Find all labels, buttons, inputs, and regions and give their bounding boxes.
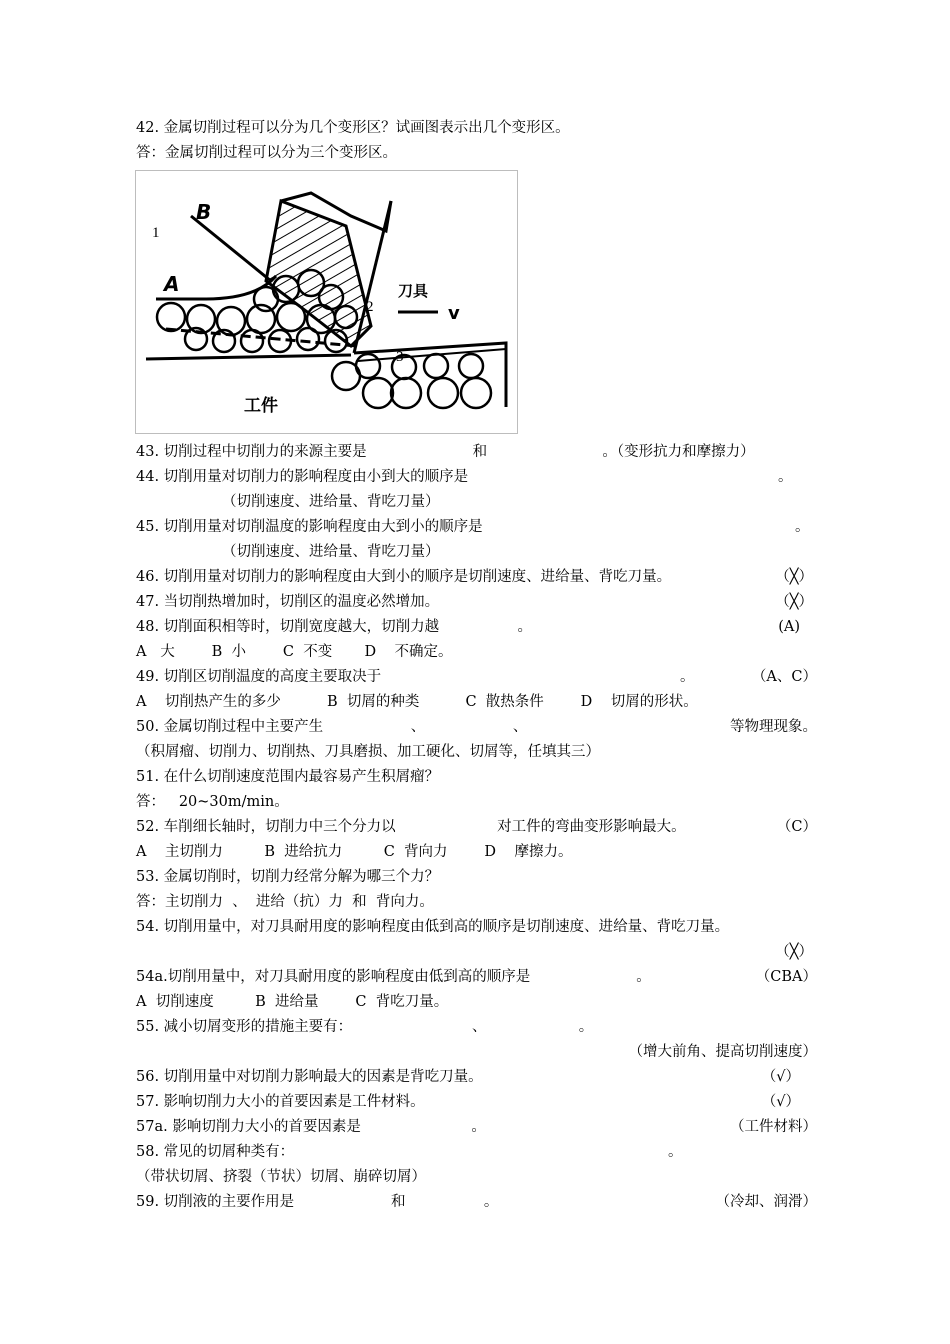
deformation-zone-figure xyxy=(135,170,518,434)
label-workpiece: 工件 xyxy=(244,396,278,416)
answer-53: 答：主切削力 、 进给（抗）力 和 背向力。 xyxy=(136,894,434,910)
question-58-answer: （带状切屑、挤裂（节状）切屑、崩碎切屑） xyxy=(136,1169,426,1185)
question-57a: 57a. 影响切削力大小的首要因素是 。 xyxy=(136,1119,486,1135)
question-54a-options: A 切削速度 B 进给量 C 背吃刀量。 xyxy=(136,994,449,1010)
question-55: 55. 减小切屑变形的措施主要有： 、 。 xyxy=(136,1019,594,1035)
question-52-answer: （C） xyxy=(776,819,817,835)
question-51: 51. 在什么切削速度范围内最容易产生积屑瘤？ xyxy=(136,769,440,785)
question-49-answer: （A、C） xyxy=(751,669,817,685)
question-46-answer: （╳） xyxy=(775,569,813,585)
question-57a-answer: （工件材料） xyxy=(730,1119,817,1135)
shear-line-B xyxy=(191,216,271,281)
question-54a: 54a.切削用量中，对刀具耐用度的影响程度由低到高的顺序是 。 xyxy=(136,969,651,985)
question-50-end: 等物理现象。 xyxy=(730,719,817,735)
question-50-answer: （积屑瘤、切削力、切削热、刀具磨损、加工硬化、切屑等，任填其三） xyxy=(136,744,600,760)
question-43: 43. 切削过程中切削力的来源主要是 和 。（变形抗力和摩擦力） xyxy=(136,444,755,460)
label-A: A xyxy=(164,272,180,296)
question-58: 58. 常见的切屑种类有： xyxy=(136,1144,295,1160)
question-54-answer: （╳） xyxy=(775,944,813,960)
question-49: 49. 切削区切削温度的高度主要取决于 xyxy=(136,669,382,685)
label-3: 3 xyxy=(396,349,404,365)
question-42: 42. 金属切削过程可以分为几个变形区？试画图表示出几个变形区。 xyxy=(136,120,570,136)
question-52: 52. 车削细长轴时，切削力中三个分力以 对工件的弯曲变形影响最大。 xyxy=(136,819,686,835)
question-48-options: A 大 B 小 C 不变 D 不确定。 xyxy=(136,644,453,660)
label-2: 2 xyxy=(366,299,374,315)
question-50: 50. 金属切削过程中主要产生 、 、 xyxy=(136,719,528,735)
question-54: 54. 切削用量中，对刀具耐用度的影响程度由低到高的顺序是切削速度、进给量、背吃刀量。 xyxy=(136,919,730,935)
label-v: v xyxy=(448,303,460,324)
question-56-answer: （√） xyxy=(761,1069,800,1085)
deformation-zone-diagram xyxy=(136,171,517,433)
question-47-answer: （╳） xyxy=(775,594,813,610)
question-45-options: （切削速度、进给量、背吃刀量） xyxy=(222,544,440,560)
question-45-end: 。 xyxy=(795,519,810,535)
question-54a-answer: （CBA） xyxy=(755,969,817,985)
question-59: 59. 切削液的主要作用是 和 。 xyxy=(136,1194,499,1210)
answer-51: 答： 20~30m/min。 xyxy=(136,794,289,810)
question-59-answer: （冷却、润滑） xyxy=(715,1194,817,1210)
label-tool: 刀具 xyxy=(398,282,429,300)
question-47: 47. 当切削热增加时，切削区的温度必然增加。 xyxy=(136,594,440,610)
question-52-options: A 主切削力 B 进给抗力 C 背向力 D 摩擦力。 xyxy=(136,844,573,860)
question-58-end: 。 xyxy=(668,1144,683,1160)
label-B: B xyxy=(196,200,212,224)
question-55-answer: （增大前角、提高切削速度） xyxy=(628,1044,817,1060)
question-49-options: A 切削热产生的多少 B 切屑的种类 C 散热条件 D 切屑的形状。 xyxy=(136,694,698,710)
question-49-end: 。 xyxy=(680,669,695,685)
question-57-answer: （√） xyxy=(761,1094,800,1110)
question-57: 57. 影响切削力大小的首要因素是工件材料。 xyxy=(136,1094,425,1110)
question-46: 46. 切削用量对切削力的影响程度由大到小的顺序是切削速度、进给量、背吃刀量。 xyxy=(136,569,672,585)
question-48-answer: (A) xyxy=(778,619,800,635)
question-44-options: （切削速度、进给量、背吃刀量） xyxy=(222,494,440,510)
question-56: 56. 切削用量中对切削力影响最大的因素是背吃刀量。 xyxy=(136,1069,483,1085)
question-48: 48. 切削面积相等时，切削宽度越大，切削力越 。 xyxy=(136,619,533,635)
question-53: 53. 金属切削时，切削力经常分解为哪三个力？ xyxy=(136,869,440,885)
question-45: 45. 切削用量对切削温度的影响程度由大到小的顺序是 xyxy=(136,519,483,535)
label-1: 1 xyxy=(152,225,160,241)
answer-42: 答：金属切削过程可以分为三个变形区。 xyxy=(136,145,397,161)
question-44-end: 。 xyxy=(778,469,793,485)
question-44: 44. 切削用量对切削力的影响程度由小到大的顺序是 xyxy=(136,469,469,485)
